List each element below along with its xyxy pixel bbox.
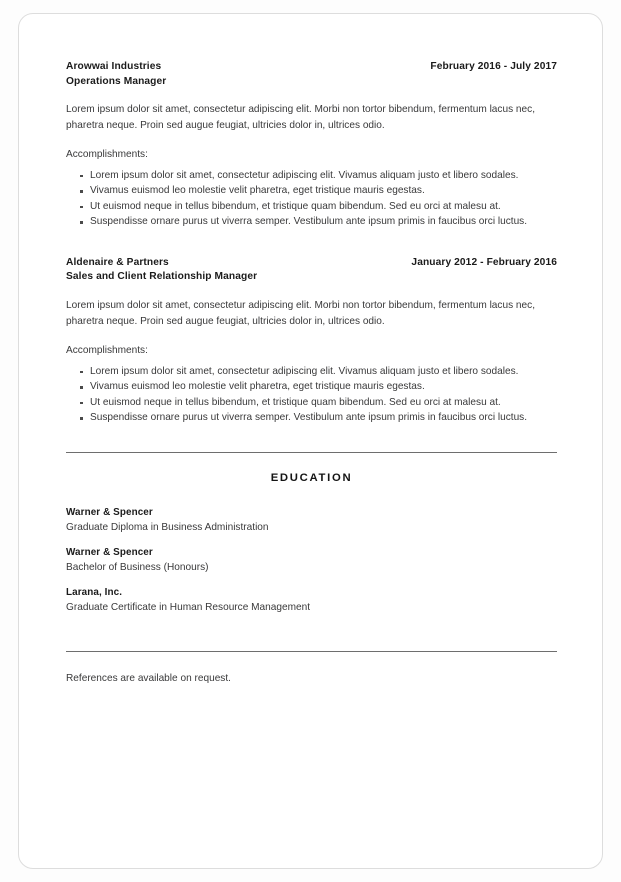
section-spacer	[66, 453, 557, 471]
list-item: Vivamus euismod leo molestie velit pharetra, eget tristique mauris egestas.	[66, 379, 557, 395]
list-item: Suspendisse ornare purus ut viverra semper. Vestibulum ante ipsum primis in faucibus orci luctus.	[66, 214, 557, 230]
experience-entry	[66, 256, 557, 426]
accomplishments-list	[66, 364, 557, 426]
list-item: Suspendisse ornare purus ut viverra semper. Vestibulum ante ipsum primis in faucibus orci luctus.	[66, 410, 557, 426]
list-item: Ut euismod neque in tellus bibendum, et tristique quam bibendum. Sed eu orci at malesu at.	[66, 199, 557, 215]
school-name: Larana, Inc.	[66, 586, 123, 598]
references-note: References are available on request.	[66, 672, 231, 684]
degree-name: Graduate Certificate in Human Resource Management	[66, 602, 311, 614]
degree-name: Graduate Diploma in Business Administration	[66, 522, 269, 534]
accomplishments-label: Accomplishments:	[66, 149, 148, 161]
school-name: Warner & Spencer	[66, 506, 153, 518]
resume-page	[18, 13, 603, 869]
section-spacer	[66, 485, 557, 506]
section-spacer	[66, 230, 557, 256]
section-title-education: EDUCATION	[270, 471, 353, 484]
job-title: Sales and Client Relationship Manager	[66, 271, 258, 283]
job-summary: Lorem ipsum dolor sit amet, consectetur adipiscing elit. Morbi non tortor bibendum, fermentum lacus nec, pharetra neque. Proin sed augue feugiat, ultricies dolor in, ultrices odio.	[66, 299, 536, 328]
education-entry	[66, 506, 557, 536]
list-item: Lorem ipsum dolor sit amet, consectetur adipiscing elit. Vivamus aliquam justo et libero sodales.	[66, 168, 557, 184]
degree-name: Bachelor of Business (Honours)	[66, 562, 209, 574]
job-title: Operations Manager	[66, 75, 167, 87]
accomplishments-list	[66, 168, 557, 230]
employer-name: Aldenaire & Partners	[66, 256, 169, 268]
job-summary: Lorem ipsum dolor sit amet, consectetur adipiscing elit. Morbi non tortor bibendum, fermentum lacus nec, pharetra neque. Proin sed augue feugiat, ultricies dolor in, ultrices odio.	[66, 104, 536, 132]
accomplishments-label: Accomplishments:	[66, 345, 148, 357]
list-item: Ut euismod neque in tellus bibendum, et tristique quam bibendum. Sed eu orci at malesu at.	[66, 395, 557, 411]
resume-content	[66, 60, 557, 687]
education-entry	[66, 586, 557, 616]
experience-header	[66, 60, 557, 75]
experience-header	[66, 256, 557, 271]
employer-name: Arowwai Industries	[66, 61, 162, 72]
employment-dates: February 2016 - July 2017	[430, 61, 557, 72]
list-item: Vivamus euismod leo molestie velit pharetra, eget tristique mauris egestas.	[66, 183, 557, 199]
employment-dates: January 2012 - February 2016	[411, 256, 557, 268]
section-spacer	[66, 652, 557, 671]
education-entry	[66, 546, 557, 576]
section-spacer	[66, 426, 557, 452]
section-spacer	[66, 626, 557, 651]
experience-entry	[66, 60, 557, 230]
list-item: Lorem ipsum dolor sit amet, consectetur adipiscing elit. Vivamus aliquam justo et libero sodales.	[66, 364, 557, 380]
school-name: Warner & Spencer	[66, 546, 153, 558]
